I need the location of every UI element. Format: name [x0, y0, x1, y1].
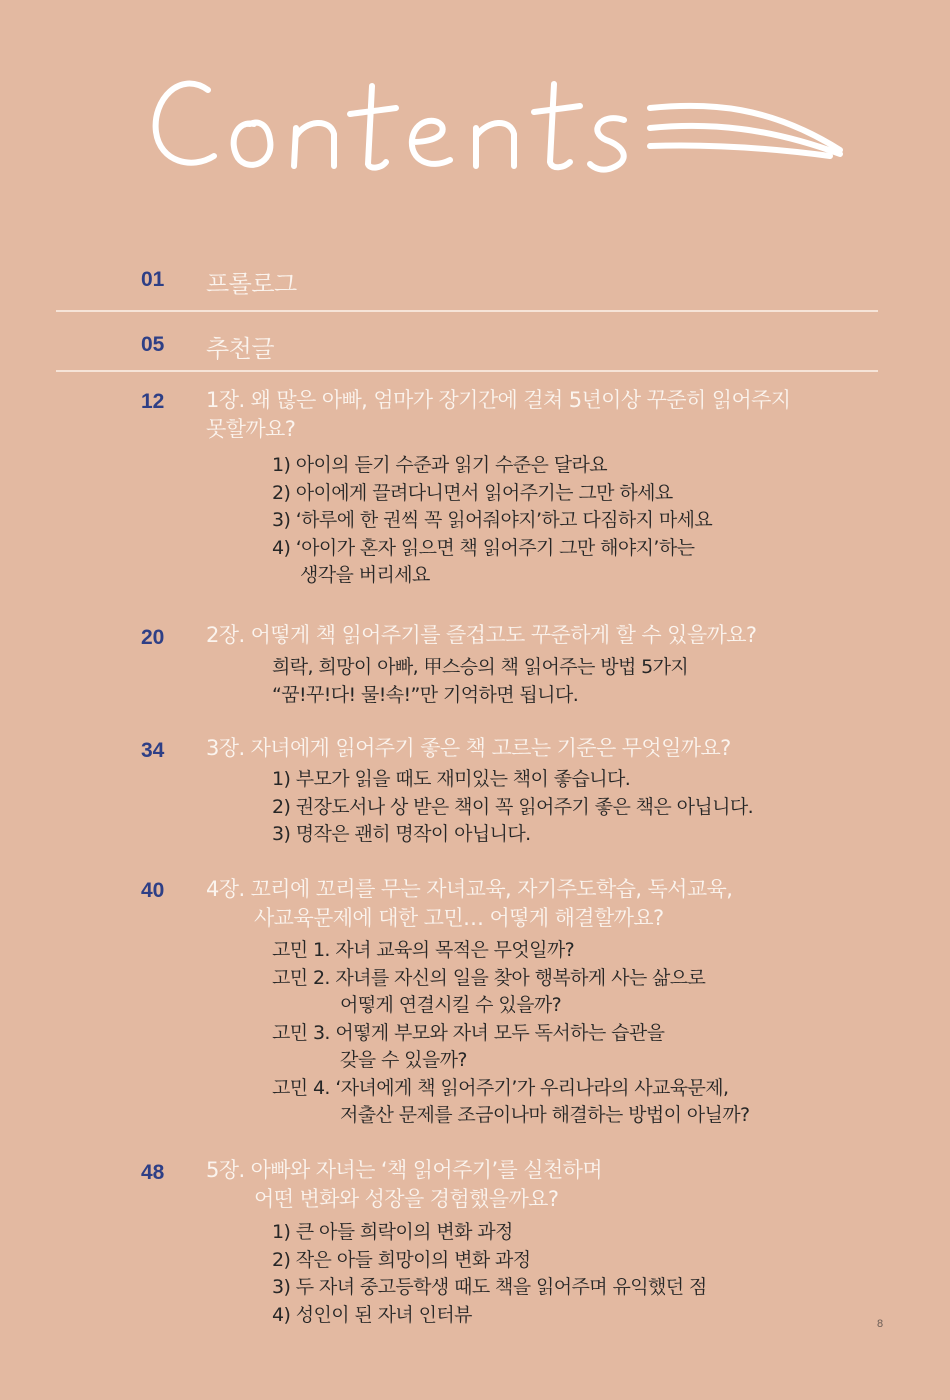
ch1-title	[206, 386, 791, 444]
ch4-title	[206, 875, 732, 933]
page-number: 8	[877, 1318, 884, 1330]
ch5-title-line: 어떤 변화와 성장을 경험했을까요?	[254, 1187, 559, 1211]
ch4-section: 고민 2. 자녀를 자신의 일을 찾아 행복하게 사는 삶으로	[272, 966, 706, 989]
recommend-page-number: 05	[141, 333, 165, 356]
ch1-sections	[272, 452, 712, 590]
ch2-title	[206, 621, 756, 650]
ch5-page-number: 48	[141, 1161, 165, 1184]
ch1-section: 1) 아이의 듣기 수준과 읽기 수준은 달라요	[272, 454, 608, 476]
ch3-section: 1) 부모가 읽을 때도 재미있는 책이 좋습니다.	[272, 768, 631, 790]
ch4-section: 고민 4. ‘자녀에게 책 읽어주기’가 우리나라의 사교육문제,	[272, 1076, 729, 1099]
ch3-section: 2) 권장도서나 상 받은 책이 꼭 읽어주기 좋은 책은 아닙니다.	[272, 795, 754, 818]
ch3-sections	[272, 766, 753, 849]
ch2-sections	[272, 654, 688, 709]
ch5-section: 1) 큰 아들 희락이의 변화 과정	[272, 1221, 513, 1243]
ch4-section: 고민 3. 어떻게 부모와 자녀 모두 독서하는 습관을	[272, 1021, 665, 1044]
ch1-section: 생각을 버리세요	[300, 564, 430, 586]
ch5-section: 4) 성인이 된 자녀 인터뷰	[272, 1303, 472, 1326]
ch1-title-line: 1장. 왜 많은 아빠, 엄마가 장기간에 걸쳐 5년이상 꾸준히 읽어주지	[206, 388, 791, 412]
ch1-title-line: 못할까요?	[206, 417, 296, 441]
contents-heading-lettering	[150, 62, 850, 182]
contents-heading	[150, 62, 850, 182]
prologue-title: 프롤로그	[206, 270, 297, 298]
ch3-title	[206, 734, 731, 763]
ch4-section: 갖을 수 있을까?	[340, 1049, 467, 1071]
ch4-title-line: 4장. 꼬리에 꼬리를 무는 자녀교육, 자기주도학습, 독서교육,	[206, 877, 733, 901]
ch5-title-line: 5장. 아빠와 자녀는 ‘책 읽어주기’를 실천하며	[206, 1158, 603, 1182]
divider	[56, 370, 878, 372]
ch5-section: 3) 두 자녀 중고등학생 때도 책을 읽어주며 유익했던 점	[272, 1276, 707, 1298]
ch3-title-line: 3장. 자녀에게 읽어주기 좋은 책 고르는 기준은 무엇일까요?	[206, 736, 731, 760]
divider	[56, 310, 878, 312]
ch3-section: 3) 명작은 괜히 명작이 아닙니다.	[272, 823, 531, 845]
ch5-sections	[272, 1219, 707, 1329]
ch1-page-number: 12	[141, 390, 165, 413]
ch1-section: 3) ‘하루에 한 권씩 꼭 읽어줘야지’하고 다짐하지 마세요	[272, 509, 713, 531]
ch2-title-line: 2장. 어떻게 책 읽어주기를 즐겁고도 꾸준하게 할 수 있을까요?	[206, 623, 757, 647]
ch4-section: 어떻게 연결시킬 수 있을까?	[340, 994, 562, 1016]
ch4-section: 고민 1. 자녀 교육의 목적은 무엇일까?	[272, 939, 575, 961]
ch4-sections	[272, 937, 750, 1130]
ch1-section: 2) 아이에게 끌려다니면서 읽어주기는 그만 하세요	[272, 481, 673, 504]
ch4-page-number: 40	[141, 879, 165, 902]
ch2-section: “꿈!꾸!다! 물!속!”만 기억하면 됩니다.	[272, 683, 579, 706]
ch4-section: 저출산 문제를 조금이나마 해결하는 방법이 아닐까?	[340, 1104, 750, 1126]
ch2-page-number: 20	[141, 626, 165, 649]
recommend-title: 추천글	[206, 335, 275, 363]
ch4-title-line: 사교육문제에 대한 고민… 어떻게 해결할까요?	[254, 906, 664, 930]
ch5-section: 2) 작은 아들 희망이의 변화 과정	[272, 1248, 531, 1271]
prologue-page-number: 01	[141, 268, 165, 291]
ch5-title	[206, 1156, 602, 1214]
ch3-page-number: 34	[141, 739, 165, 762]
ch1-section: 4) ‘아이가 혼자 읽으면 책 읽어주기 그만 해야지’하는	[272, 536, 695, 559]
ch2-section: 희락, 희망이 아빠, 甲스승의 책 읽어주는 방법 5가지	[272, 656, 689, 678]
